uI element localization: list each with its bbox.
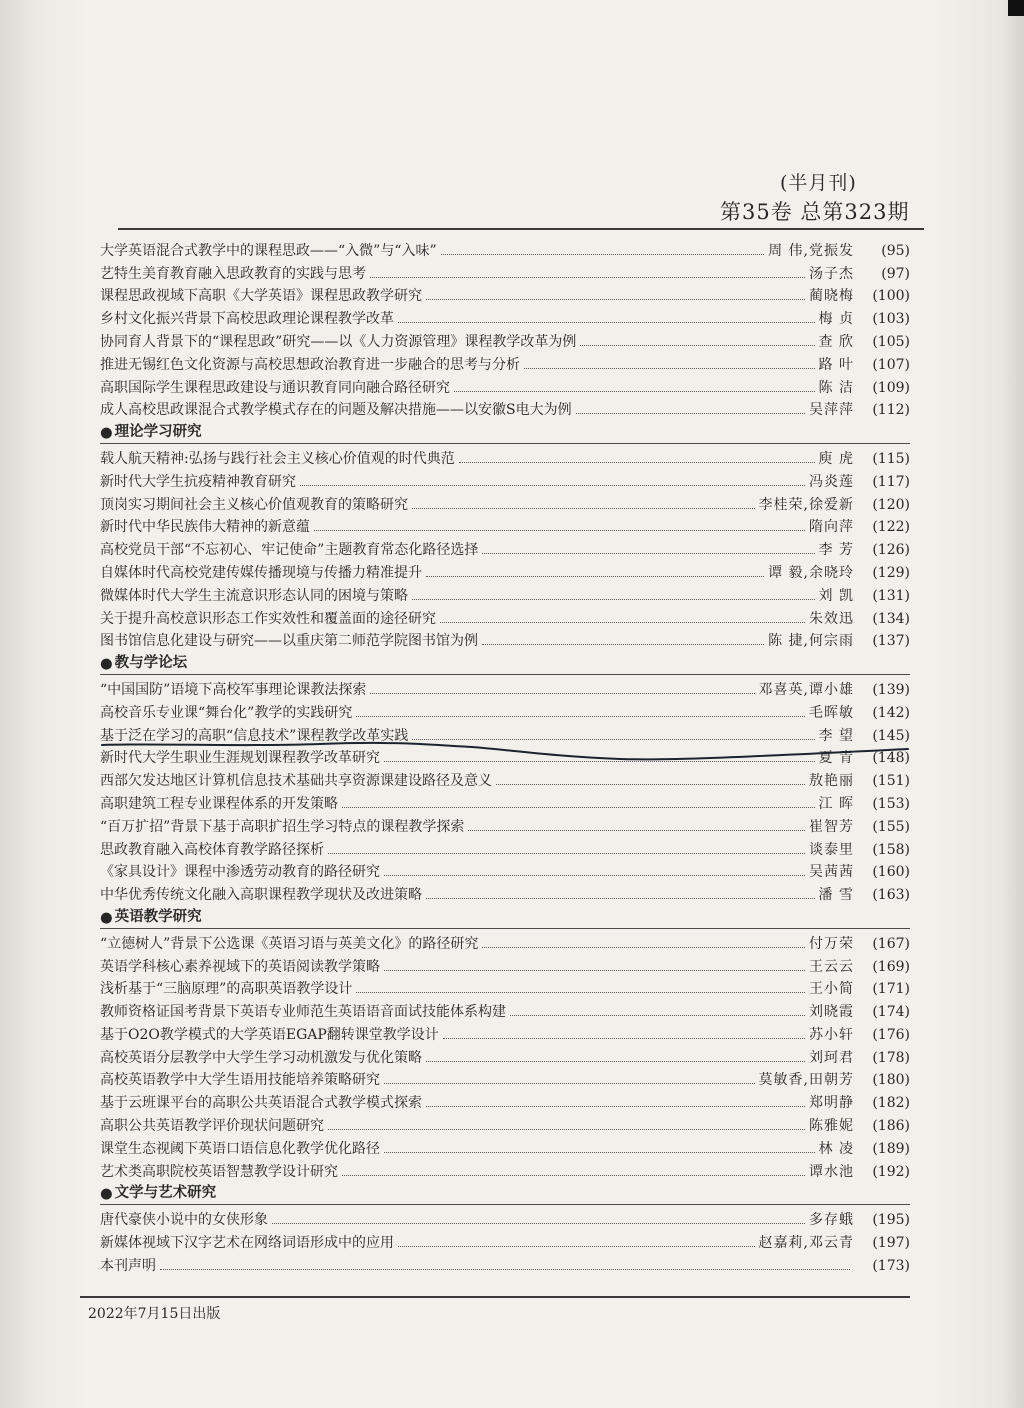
entry-author: 毛晖敏 [809, 704, 854, 721]
toc-entry [100, 1066, 910, 1089]
entry-title: 英语学科核心素养视域下的英语阅读教学策略 [100, 958, 380, 975]
toc-entry [100, 513, 910, 536]
entry-author: 谭 毅,余晓玲 [768, 564, 854, 581]
toc-entry [100, 721, 910, 744]
dot-leader [384, 1152, 815, 1153]
entry-page: (107) [872, 356, 910, 373]
toc-group-4 [100, 1205, 910, 1273]
entry-author: 江 晖 [818, 795, 854, 812]
toc-entry [100, 952, 910, 975]
entry-title: 课堂生态视阈下英语口语信息化教学优化路径 [100, 1140, 380, 1157]
toc-entry [100, 1088, 910, 1111]
dot-leader [426, 576, 764, 577]
entry-page: (95) [881, 242, 910, 259]
entry-title: 高校英语分层教学中大学生学习动机激发与优化策略 [100, 1049, 422, 1066]
toc-entry [100, 1020, 910, 1043]
entry-title: 基于云班课平台的高职公共英语混合式教学模式探索 [100, 1095, 422, 1112]
entry-page: (131) [872, 587, 910, 604]
entry-page: (153) [872, 795, 910, 812]
entry-title: 高职建筑工程专业课程体系的开发策略 [100, 795, 338, 812]
dot-leader [398, 1246, 755, 1247]
entry-page: (155) [872, 818, 910, 835]
entry-page: (192) [872, 1163, 910, 1180]
toc-entry [100, 1111, 910, 1134]
toc-entry [100, 627, 910, 650]
dot-leader [440, 622, 805, 623]
dot-leader [576, 413, 805, 414]
dot-leader [342, 807, 815, 808]
dot-leader [384, 970, 805, 971]
entry-title: 推进无锡红色文化资源与高校思想政治教育进一步融合的思考与分析 [100, 356, 520, 373]
section-heading: ● 文学与艺术研究 [100, 1180, 910, 1203]
toc-entry [100, 1205, 910, 1228]
dot-leader [426, 1061, 805, 1062]
entry-page: (122) [872, 519, 910, 536]
toc-entry [100, 835, 910, 858]
toc-entry [100, 304, 910, 327]
issue-number: 第35卷 总第323期 [720, 200, 910, 224]
toc-entry [100, 558, 910, 581]
toc-entry [100, 490, 910, 513]
entry-author: 汤子杰 [809, 265, 854, 282]
dot-leader [459, 462, 815, 463]
entry-author: 隋向萍 [809, 519, 854, 536]
entry-title: 《家具设计》课程中渗透劳动教育的路径研究 [100, 864, 380, 881]
entry-page: (160) [872, 864, 910, 881]
toc-entry [100, 698, 910, 721]
entry-page: (171) [872, 981, 910, 998]
entry-title: “立德树人”背景下公选课《英语习语与英美文化》的路径研究 [100, 935, 479, 952]
entry-author: 敖艳丽 [809, 773, 854, 790]
dot-leader [370, 277, 805, 278]
toc-entry [100, 929, 910, 952]
dot-leader [328, 853, 805, 854]
entry-page: (100) [872, 288, 910, 305]
entry-author: 李桂荣,徐爱新 [758, 496, 854, 513]
toc-entry [100, 350, 910, 373]
entry-page: (169) [872, 958, 910, 975]
entry-author: 吴茜茜 [809, 864, 854, 881]
entry-page: (176) [872, 1026, 910, 1043]
entry-title: 微媒体时代大学生主流意识形态认同的困境与策略 [100, 587, 408, 604]
toc-entry [100, 396, 910, 419]
entry-page: (109) [872, 379, 910, 396]
entry-author: 梅 贞 [818, 311, 854, 328]
entry-title: 基于泛在学习的高职“信息技术”课程教学改革实践 [100, 727, 409, 744]
entry-title: 唐代豪侠小说中的女侠形象 [100, 1212, 268, 1229]
entry-author: 李 望 [818, 727, 854, 744]
toc-entry [100, 327, 910, 350]
entry-title: 顶岗实习期间社会主义核心价值观教育的策略研究 [100, 496, 408, 513]
toc-entry [100, 1251, 910, 1274]
toc-entry [100, 880, 910, 903]
dot-leader [356, 992, 805, 993]
entry-author: 陈 捷,何宗雨 [768, 633, 854, 650]
entry-author: 谈泰里 [809, 841, 854, 858]
entry-page: (134) [872, 610, 910, 627]
entry-page: (145) [872, 727, 910, 744]
entry-title: 高校音乐专业课“舞台化”教学的实践研究 [100, 704, 353, 721]
entry-title: 图书馆信息化建设与研究——以重庆第二师范学院图书馆为例 [100, 633, 478, 650]
publication-date: 2022年7月15日出版 [88, 1306, 221, 1322]
entry-title: 基于O2O教学模式的大学英语EGAP翻转课堂教学设计 [100, 1026, 439, 1043]
dot-leader [384, 1083, 755, 1084]
entry-author: 李 芳 [818, 542, 854, 559]
table-of-contents [100, 236, 910, 1274]
toc-group-3 [100, 929, 910, 1180]
entry-title: 课程思政视域下高职《大学英语》课程思政教学研究 [100, 288, 422, 305]
entry-page: (142) [872, 704, 910, 721]
toc-entry [100, 789, 910, 812]
entry-author: 刘晓霞 [809, 1004, 854, 1021]
entry-title: 高校党员干部“不忘初心、牢记使命”主题教育常态化路径选择 [100, 542, 479, 559]
entry-author: 邓喜英,谭小雄 [758, 681, 854, 698]
toc-entry [100, 997, 910, 1020]
entry-title: 协同育人背景下的“课程思政”研究——以《人力资源管理》课程教学改革为例 [100, 333, 577, 350]
entry-author: 潘 雪 [818, 887, 854, 904]
dot-leader [384, 761, 815, 762]
entry-page: (163) [872, 887, 910, 904]
entry-author: 林 凌 [818, 1140, 854, 1157]
toc-group-1 [100, 444, 910, 649]
dot-leader [426, 898, 815, 899]
entry-title: 高校英语教学中大学生语用技能培养策略研究 [100, 1072, 380, 1089]
dot-leader [370, 693, 754, 694]
dot-leader [443, 1038, 805, 1039]
toc-entry [100, 604, 910, 627]
entry-author: 查 欣 [818, 333, 854, 350]
section-title: 理论学习研究 [114, 424, 202, 441]
toc-entry [100, 535, 910, 558]
dot-leader [384, 875, 805, 876]
dot-leader [314, 530, 805, 531]
section-heading: ● 理论学习研究 [100, 418, 910, 441]
dot-leader [510, 1015, 805, 1016]
entry-title: 载人航天精神:弘扬与践行社会主义核心价值观的时代典范 [100, 450, 455, 467]
toc-entry [100, 975, 910, 998]
entry-author: 刘 凯 [818, 587, 854, 604]
dot-leader [412, 599, 815, 600]
entry-page: (174) [872, 1004, 910, 1021]
entry-page: (180) [872, 1072, 910, 1089]
entry-page: (129) [872, 564, 910, 581]
toc-entry [100, 744, 910, 767]
toc-group-0 [100, 236, 910, 418]
toc-entry [100, 812, 910, 835]
entry-author: 付万荣 [809, 935, 854, 952]
dot-leader [328, 1129, 805, 1130]
dot-leader [412, 508, 755, 509]
entry-author: 王小简 [809, 981, 854, 998]
entry-page: (103) [872, 311, 910, 328]
section-title: 英语教学研究 [114, 908, 202, 925]
dot-leader [272, 1223, 805, 1224]
entry-title: 大学英语混合式教学中的课程思政——“入微”与“入味” [100, 242, 437, 259]
entry-page: (120) [872, 496, 910, 513]
toc-entry [100, 1228, 910, 1251]
entry-author: 崔智芳 [809, 818, 854, 835]
dot-leader [482, 947, 805, 948]
entry-title: 新媒体视域下汉字艺术在网络词语形成中的应用 [100, 1235, 394, 1252]
dot-leader [398, 322, 815, 323]
toc-group-2 [100, 675, 910, 903]
entry-author: 庾 虎 [818, 450, 854, 467]
entry-page: (117) [872, 473, 910, 490]
entry-page: (148) [872, 750, 910, 767]
entry-page: (139) [872, 681, 910, 698]
entry-title: 中华优秀传统文化融入高职课程教学现状及改进策略 [100, 887, 422, 904]
entry-title: “中国国防”语境下高校军事理论课教法探索 [100, 681, 367, 698]
entry-author: 吴萍萍 [809, 402, 854, 419]
entry-page: (173) [872, 1257, 910, 1274]
entry-author: 陈 洁 [818, 379, 854, 396]
entry-title: 乡村文化振兴背景下高校思政理论课程教学改革 [100, 311, 394, 328]
dot-leader [426, 299, 805, 300]
entry-page: (189) [872, 1140, 910, 1157]
toc-entry [100, 1157, 910, 1180]
publication-frequency: (半月刊) [780, 172, 857, 194]
dot-leader [482, 644, 764, 645]
entry-author: 郑明静 [809, 1095, 854, 1112]
entry-title: 艺术类高职院校英语智慧教学设计研究 [100, 1163, 338, 1180]
entry-title: 艺特生美育教育融入思政教育的实践与思考 [100, 265, 366, 282]
dot-leader [412, 739, 814, 740]
section-title: 文学与艺术研究 [114, 1185, 217, 1202]
entry-title: 浅析基于“三脑原理”的高职英语教学设计 [100, 981, 353, 998]
entry-page: (112) [872, 402, 910, 419]
dot-leader [496, 784, 805, 785]
entry-author: 王云云 [809, 958, 854, 975]
toc-entry [100, 467, 910, 490]
toc-entry [100, 1043, 910, 1066]
entry-title: 新时代大学生职业生涯规划课程教学改革研究 [100, 750, 380, 767]
entry-author: 蔺晓梅 [809, 288, 854, 305]
dot-leader [468, 830, 805, 831]
entry-page: (197) [872, 1235, 910, 1252]
entry-page: (105) [872, 333, 910, 350]
entry-author: 刘珂君 [809, 1049, 854, 1066]
entry-page: (126) [872, 542, 910, 559]
dot-leader [482, 553, 814, 554]
entry-page: (115) [872, 450, 910, 467]
dot-leader [356, 716, 805, 717]
section-heading: ● 英语教学研究 [100, 903, 910, 926]
entry-title: 西部欠发达地区计算机信息技术基础共享资源课建设路径及意义 [100, 773, 492, 790]
section-heading: ● 教与学论坛 [100, 649, 910, 672]
entry-page: (195) [872, 1212, 910, 1229]
entry-page: (151) [872, 773, 910, 790]
page-header [0, 0, 1024, 230]
entry-title: 成人高校思政课混合式教学模式存在的问题及解决措施——以安徽S电大为例 [100, 402, 572, 419]
entry-title: 新时代中华民族伟大精神的新意蕴 [100, 519, 310, 536]
dot-leader [160, 1269, 850, 1270]
toc-entry [100, 675, 910, 698]
entry-page: (178) [872, 1049, 910, 1066]
entry-author: 冯炎莲 [809, 473, 854, 490]
entry-page: (158) [872, 841, 910, 858]
entry-author: 周 伟,党振发 [768, 242, 854, 259]
toc-entry [100, 444, 910, 467]
dot-leader [454, 391, 815, 392]
toc-entry [100, 373, 910, 396]
entry-author: 陈雅妮 [809, 1118, 854, 1135]
dot-leader [441, 254, 764, 255]
entry-author: 谭水池 [809, 1163, 854, 1180]
entry-title: 思政教育融入高校体育教学路径探析 [100, 841, 324, 858]
entry-page: (167) [872, 935, 910, 952]
entry-page: (97) [881, 265, 910, 282]
toc-entry [100, 282, 910, 305]
dot-leader [524, 368, 815, 369]
dot-leader [342, 1175, 805, 1176]
entry-author: 路 叶 [818, 356, 854, 373]
entry-title: 新时代大学生抗疫精神教育研究 [100, 473, 296, 490]
dot-leader [300, 485, 805, 486]
dot-leader [426, 1106, 805, 1107]
dot-leader [580, 345, 814, 346]
entry-author: 莫敏香,田朝芳 [758, 1072, 854, 1089]
entry-page: (182) [872, 1095, 910, 1112]
entry-author: 夏 青 [818, 750, 854, 767]
entry-title: “百万扩招”背景下基于高职扩招生学习特点的课程教学探索 [100, 818, 465, 835]
toc-entry [100, 1134, 910, 1157]
entry-author: 赵嘉莉,邓云青 [758, 1235, 854, 1252]
entry-title: 本刊声明 [100, 1257, 156, 1274]
header-rule [118, 228, 924, 230]
entry-title: 教师资格证国考背景下英语专业师范生英语语音面试技能体系构建 [100, 1004, 506, 1021]
toc-entry [100, 858, 910, 881]
entry-author: 苏小轩 [809, 1026, 854, 1043]
entry-author: 朱效迅 [809, 610, 854, 627]
entry-title: 高职公共英语教学评价现状问题研究 [100, 1118, 324, 1135]
toc-entry [100, 766, 910, 789]
entry-title: 自媒体时代高校党建传媒传播现境与传播力精准提升 [100, 564, 422, 581]
entry-title: 高职国际学生课程思政建设与通识教育同向融合路径研究 [100, 379, 450, 396]
entry-page: (186) [872, 1118, 910, 1135]
toc-entry [100, 259, 910, 282]
entry-author: 多存蛾 [809, 1212, 854, 1229]
entry-page: (137) [872, 633, 910, 650]
toc-entry [100, 236, 910, 259]
section-title: 教与学论坛 [114, 655, 188, 672]
footer-rule [80, 1296, 910, 1298]
entry-title: 关于提升高校意识形态工作实效性和覆盖面的途径研究 [100, 610, 436, 627]
toc-entry [100, 581, 910, 604]
